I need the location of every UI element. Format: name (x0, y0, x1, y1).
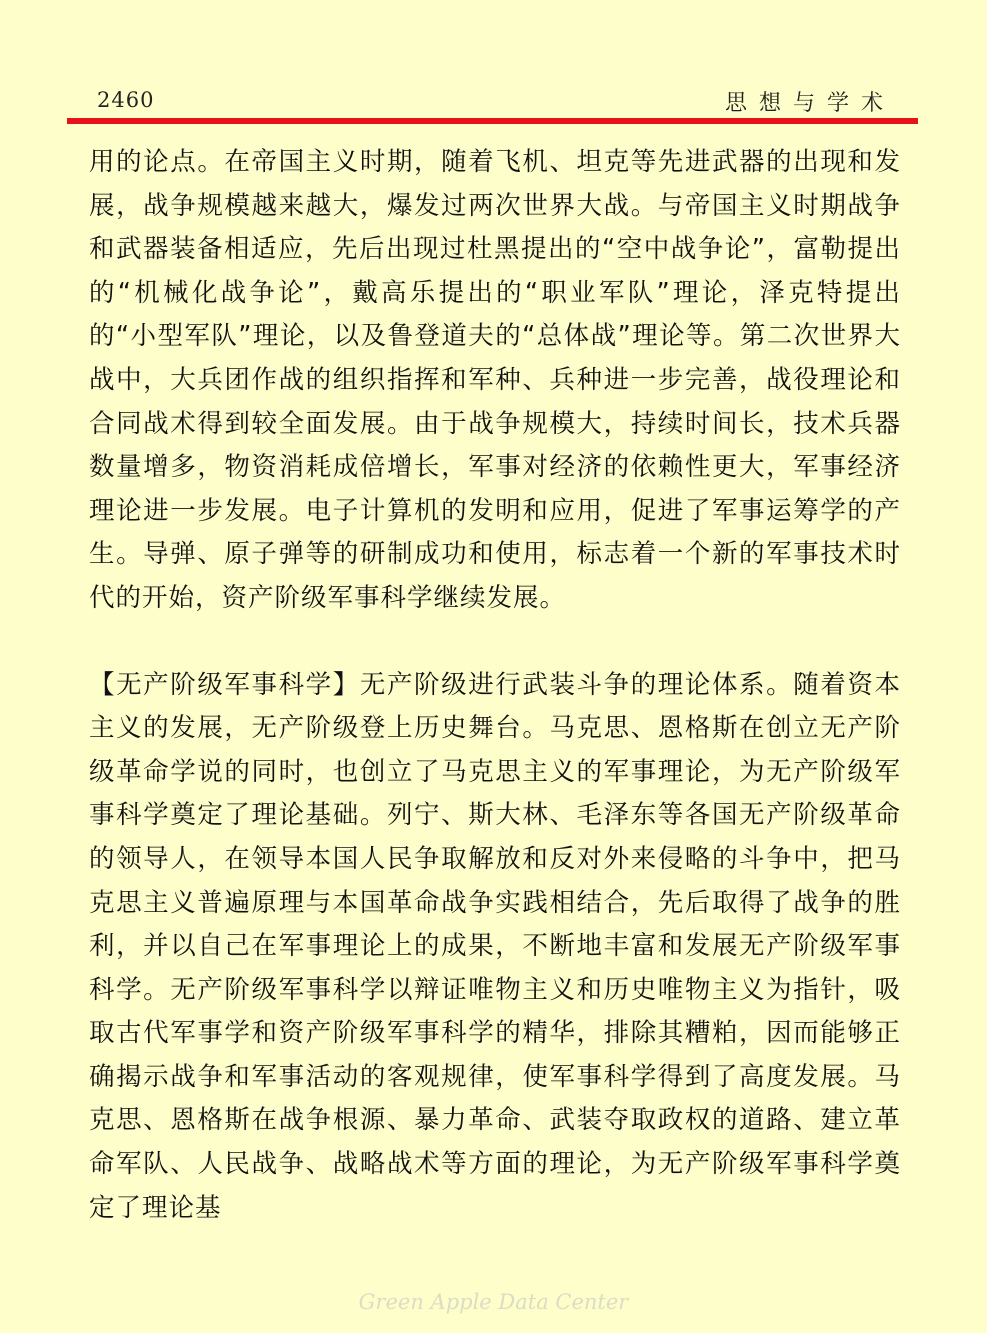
watermark: Green Apple Data Center (358, 1290, 629, 1314)
header-rule (67, 118, 918, 124)
running-title: 思想与学术 (724, 91, 895, 116)
paragraph-bourgeois-military-science: 用的论点。在帝国主义时期，随着飞机、坦克等先进武器的出现和发展，战争规模越来越大，爆发过两次世界大战。与帝国主义时期战争和武器装备相适应，先后出现过杜黑提出的“空中战争论”，富勒提出的“机械化战争论”，戴高乐提出的“职业军队”理论，泽克特提出的“小型军队”理论，以及鲁登道夫的“总体战”理论等。第二次世界大战中，大兵团作战的组织指挥和军种、兵种进一步完善，战役理论和合同战术得到较全面发展。由于战争规模大，持续时间长，技术兵器数量增多，物资消耗成倍增长，军事对经济的依赖性更大，军事经济理论进一步发展。电子计算机的发明和应用，促进了军事运筹学的产生。导弹、原子弹等的研制成功和使用，标志着一个新的军事技术时代的开始，资产阶级军事科学继续发展。 (89, 147, 901, 613)
page-number: 2460 (97, 88, 155, 112)
body-text (89, 141, 901, 1230)
paragraph-proletarian-military-science: 【无产阶级军事科学】无产阶级进行武装斗争的理论体系。随着资本主义的发展，无产阶级登上历史舞台。马克思、恩格斯在创立无产阶级革命学说的同时，也创立了马克思主义的军事理论，为无产阶级军事科学奠定了理论基础。列宁、斯大林、毛泽东等各国无产阶级革命的领导人，在领导本国人民争取解放和反对外来侵略的斗争中，把马克思主义普遍原理与本国革命战争实践相结合，先后取得了战争的胜利，并以自己在军事理论上的成果，不断地丰富和发展无产阶级军事科学。无产阶级军事科学以辩证唯物主义和历史唯物主义为指针，吸取古代军事学和资产阶级军事科学的精华，排除其糟粕，因而能够正确揭示战争和军事活动的客观规律，使军事科学得到了高度发展。马克思、恩格斯在战争根源、暴力革命、武装夺取政权的道路、建立革命军队、人民战争、战略战术等方面的理论，为无产阶级军事科学奠定了理论基 (89, 669, 901, 1223)
